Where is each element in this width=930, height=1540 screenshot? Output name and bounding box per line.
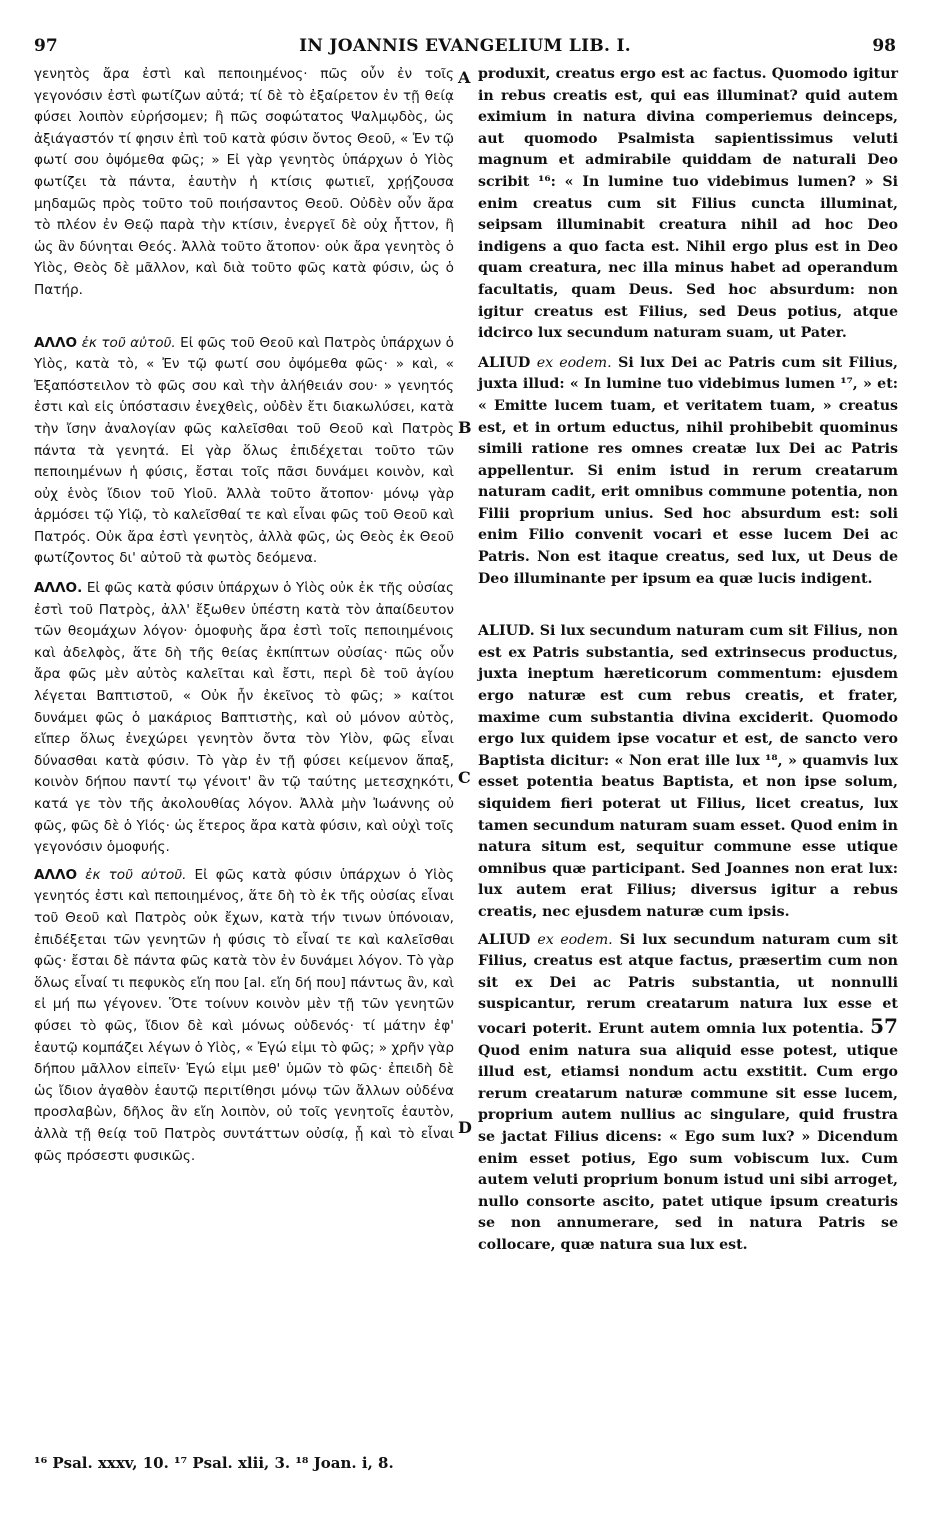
footnotes: ¹⁶ Psal. xxxv, 10. ¹⁷ Psal. xlii, 3. ¹⁸ Joan. i, 8. bbox=[34, 1454, 394, 1472]
greek-paragraph: ΑΛΛΟ. Εἰ φῶς κατὰ φύσιν ὑπάρχων ὁ Υἱὸς οὐκ ἐκ τῆς οὐσίας ἐστὶ τοῦ Πατρὸς, ἀλλ' ἔξωθεν ὑπέστη κατὰ τὸν ἀπαίδευτον τῶν θεομάχων λόγον· ὁμοφυὴς ἄρα ἐστὶ τοῖς πεποιημένοις καὶ ἀδελφὸς, ἅτε δὴ τῆς θείας ἐκπίπτων οὐσίας· πῶς οὖν ἄρα φῶς μὲν αὐτὸς καλεῖται καὶ ἔστι, περὶ δὲ τοῦ ἁγίου λέγεται Βαπτιστοῦ, « Οὐκ ἦν ἐκεῖνος τὸ φῶς; » καίτοι δυνάμει φῶς ὁ μακάριος Βαπτιστὴς, καὶ οὐ μόνον αὐτὸς, εἴπερ ὅλως ἐνεχώρει γενητὸν ὄντα τὸν Υἱὸν, φῶς εἶναι δύνασθαι κατὰ φύσιν. Τὸ γὰρ ἐν τῇ φύσει κείμενον ἅπαξ, κοινὸν δήπου παντί τῳ γένοιτ' ἂν τῷ ταύτης μετεσχηκότι, κατά γε τὸν τῆς ἀκολουθίας λόγον. Ἀλλὰ μὴν Ἰωάννης οὐ φῶς, φῶς δὲ ὁ Υἱός· ὡς ἕτερος ἄρα κατὰ φύσιν, καὶ οὐχὶ τοῖς γεγονόσιν ὁμοφυής. bbox=[34, 580, 454, 856]
greek-paragraph: ΑΛΛΟ ἐκ τοῦ αὐτοῦ. Εἰ φῶς τοῦ Θεοῦ καὶ Πατρὸς ὑπάρχων ὁ Υἱὸς, κατὰ τὸ, « Ἐν τῷ φωτί σου ὀψόμεθα φῶς· » καὶ, « Ἐξαπόστειλον τὸ φῶς σου καὶ τὴν ἀλήθειάν σου· » γενητός ἐστι καὶ εἰς ὑπόστασιν ἐνεχθεὶς, οὐδὲν ἔτι διακωλύσει, κατὰ τὴν ἴσην ἀναλογίαν φῶς καλεῖσθαι τοῦ Θεοῦ καὶ Πατρὸς πάντα τὰ γενητά. Εἰ γὰρ ὅλως ἐπιδέχεται τοῦτο τῶν πεποιημένων ἡ φύσις, ἔσται τοῖς πᾶσι δυνάμει κοινὸν, καὶ οὐχ ἑνὸς ἴδιον τοῦ Υἱοῦ. Ἀλλὰ τοῦτο ἄτοπον· μόνῳ γὰρ ἁρμόσει τῷ Υἱῷ, τὸ καλεῖσθαί τε καὶ εἶναι φῶς τοῦ Θεοῦ καὶ Πατρός. Οὐκ ἄρα ἐστὶ γενητὸς, ἀλλὰ φῶς, ὡς Θεὸς ἐκ Θεοῦ φωτίζοντος δι' αὐτοῦ τὰ φωτὸς δεόμενα. bbox=[34, 334, 454, 567]
latin-paragraph: produxit, creatus ergo est ac factus. Quomodo igitur in rebus creatis est, qui eas illuminat? quid autem eximium in natura divina comperiemus deinceps, aut quomodo Psalmista sapientissimus veluti magnum et admirabile quiddam de naturali Deo scribit ¹⁶: « In lumine tuo videbimus lumen? » Si enim creatus cum sit Filius cuncta illuminat, seipsam illuminabit creatura nihil ad hoc Deo indigens a quo facta est. Nihil ergo plus est in Deo quam creatura, nec illa minus habet ad operandum facultatis, quam Deus. Sed hoc absurdum: non igitur creatus est Filius, sed Deus potius, atque idcirco lux secundum naturam suam, ut Pater. bbox=[478, 66, 898, 342]
page-number-right: 98 bbox=[872, 36, 896, 56]
latin-paragraph: ALIUD ex eodem. Si lux secundum naturam cum sit Filius, creatus est atque factus, præsertim cum non sit ex Dei ac Patris substantia, ut nonnulli suspicantur, rerum creatarum natura lux esse et vocari poterit. Erunt autem omnia lux potentia. 57 Quod enim natura sua aliquid esse potest, utique illud est, etiamsi nondum actu exstitit. Cum ergo rerum creatarum naturæ commune sit esse lucem, proprium autem nullius ac singulare, quid frustra se jactat Filius dicens: « Ego sum lux? » Dicendum enim esset potius, Ego sum vobiscum lux. Cum autem veluti proprium bonum istud uni sibi arroget, nullo consorte ascito, patet utique ipsum creaturis se non annumerare, sed in natura Patris se collocare, quæ natura sua lux est. bbox=[478, 931, 898, 1253]
latin-column bbox=[478, 64, 898, 1256]
greek-column bbox=[34, 64, 454, 1167]
column-number: 57 bbox=[870, 1013, 898, 1038]
latin-paragraph: ALIUD. Si lux secundum naturam cum sit Filius, non est ex Patris substantia, sed extrinsecus productus, juxta ineptum hæreticorum commentum: ejusdem ergo naturæ est cum rebus creatis, et frater, maxime cum substantia divina exciderit. Quomodo ergo lux quidem ipse vocatur et est, de sancto vero Baptista dicitur: « Non erat ille lux ¹⁸, » quamvis lux esset potentia beatus Baptista, et non ipse solum, siquidem fieri poterat ut Filius, licet creatus, lux tamen secundum naturam suam esset. Quod enim in natura situm est, sequitur commune esse utique omnibus quæ participant. Sed Joannes non erat lux: lux autem erat Filius; diversus igitur a rebus creatis, nec ejusdem naturæ cum ipsis. bbox=[478, 623, 898, 920]
margin-letter-d: D bbox=[458, 1118, 472, 1137]
margin-letter-b: B bbox=[458, 418, 472, 437]
greek-paragraph: ΑΛΛΟ ἐκ τοῦ αὐτοῦ. Εἰ φῶς κατὰ φύσιν ὑπάρχων ὁ Υἱὸς γενητός ἐστι καὶ πεποιημένος, ἅτε δὴ τὸ ἐκ τῆς οὐσίας εἶναι τοῦ Θεοῦ καὶ Πατρὸς οὐκ ἔχων, κατὰ τήν τινων ὑπόνοιαν, ἐπιδέξεται τῶν γενητῶν ἡ φύσις τὸ εἶναί τε καὶ καλεῖσθαι φῶς· ἔσται δὲ πάντα φῶς κατὰ τὸν ἐν δυνάμει λόγον. Τὸ γὰρ ὅλως εἶναί τι πεφυκὸς εἴη που [al. εἴη δή που] πάντως ἂν, καὶ εἰ μή πω γέγονεν. Ὅτε τοίνυν κοινὸν μὲν τῇ τῶν γενητῶν φύσει τὸ φῶς, ἴδιον δὲ καὶ μόνως οὐδενός· τί μάτην ἐφ' ἑαυτῷ κομπάζει λέγων ὁ Υἱὸς, « Ἐγώ εἰμι τὸ φῶς; » χρῆν γὰρ δήπου μᾶλλον εἰπεῖν· Ἐγώ εἰμι μεθ' ὑμῶν τὸ φῶς· ἐπειδὴ δὲ ὡς ἴδιον ἀγαθὸν ἑαυτῷ περιτίθησι μόνῳ τῶν ἄλλων οὐδένα προσλαβὼν, δῆλος ἂν εἴη λοιπὸν, οὐ τοῖς γενητοῖς ἑαυτὸν, ἀλλὰ τῇ θείᾳ τοῦ Πατρὸς συντάττων οὐσίᾳ, ᾗ καὶ τὸ εἶναι φῶς πρόσεστι φυσικῶς. bbox=[34, 866, 454, 1164]
greek-paragraph: γενητὸς ἄρα ἐστὶ καὶ πεποιημένος· πῶς οὖν ἐν τοῖς γεγονόσιν ἐστὶ φωτίζων αὐτά; τί δὲ τὸ ἐξαίρετον ἐν τῇ θείᾳ φύσει λοιπὸν εὑρήσομεν; ἢ πῶς σοφώτατος Ψαλμῳδὸς, ὡς ἀξιάγαστόν τί φησιν ἐπὶ τοῦ κατὰ φύσιν ὄντος Θεοῦ, « Ἐν τῷ φωτί σου ὀψόμεθα φῶς; » Εἰ γὰρ γενητὸς ὑπάρχων ὁ Υἱὸς φωτίζει τὰ πάντα, ἑαυτὴν ἡ κτίσις φωτιεῖ, χρῄζουσα μηδαμῶς πρὸς τοῦτο τοῦ ποιήσαντος Θεοῦ. Οὐδὲν οὖν ἄρα τὸ πλέον ἐν Θεῷ παρὰ τὴν κτίσιν, ἐνεργεῖ δὲ οὐχ ἧττον, ἢ ὡς ἂν δύνηται Θεός. Ἀλλὰ τοῦτο ἄτοπον· οὐκ ἄρα γενητὸς ὁ Υἱὸς, Θεὸς δὲ μᾶλλον, καὶ διὰ τοῦτο φῶς κατὰ φύσιν, ὡς ὁ Πατήρ. bbox=[34, 66, 454, 298]
margin-letter-c: C bbox=[458, 768, 471, 787]
margin-letter-a: A bbox=[458, 68, 471, 87]
running-title: IN JOANNIS EVANGELIUM LIB. I. bbox=[299, 36, 631, 56]
page-number-left: 97 bbox=[34, 36, 58, 56]
latin-paragraph: ALIUD ex eodem. Si lux Dei ac Patris cum sit Filius, juxta illud: « In lumine tuo videbimus lumen ¹⁷, » et: « Emitte lucem tuam, et veritatem tuam, » creatus est, et in ortum eductus, nihil prohibebit quominus simili ratione res omnes creatæ lux Dei ac Patris appellentur. Si enim istud in rerum creatarum naturam cadit, erit omnibus commune potentia, non Filii proprium unius. Sed hoc absurdum est: soli enim Filio convenit vocari et esse lucem Dei ac Patris. Non est itaque creatus, sed lux, ut Deus de Deo illuminante per ipsum ea quæ lucis indigent. bbox=[478, 354, 898, 587]
